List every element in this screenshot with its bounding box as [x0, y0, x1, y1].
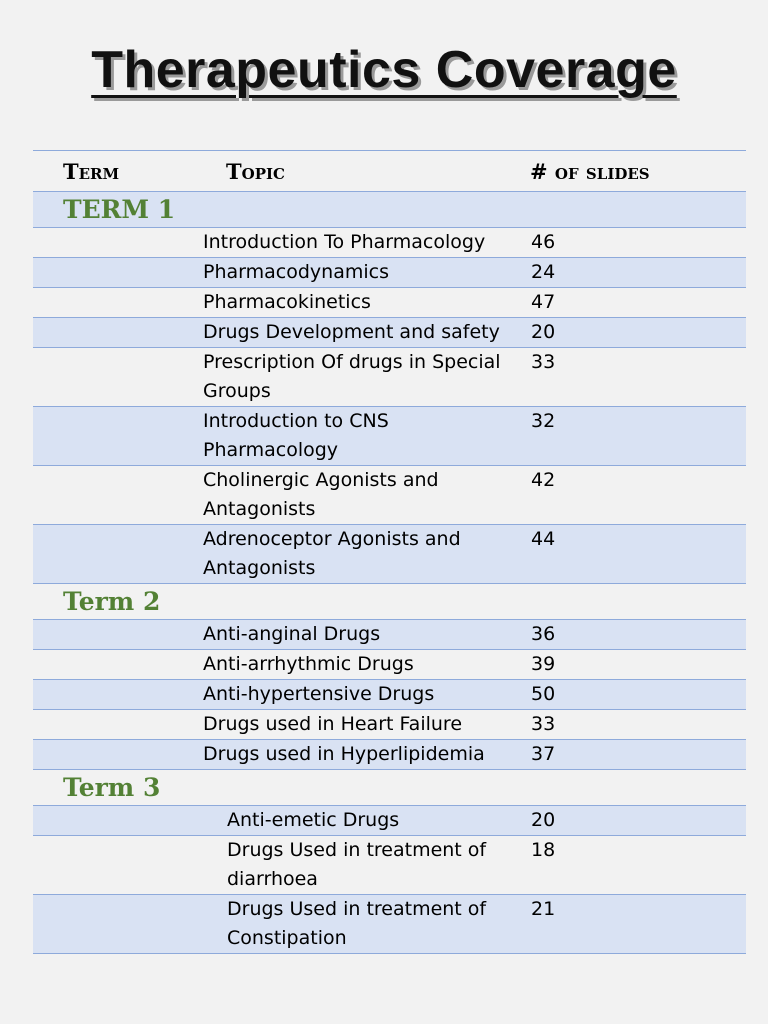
topic-cell: Cholinergic Agonists and Antagonists — [203, 469, 439, 520]
slides-cell: 39 — [531, 653, 556, 675]
slides-cell: 21 — [531, 898, 556, 920]
slides-cell: 36 — [531, 623, 556, 645]
term-heading: TERM 1 — [33, 192, 746, 228]
slides-cell: 37 — [531, 743, 556, 765]
term-heading: Term 3 — [33, 770, 746, 806]
topic-cell: Pharmacodynamics — [203, 261, 389, 283]
table-row — [33, 740, 746, 770]
slides-cell: 18 — [531, 839, 556, 861]
table-row — [33, 836, 746, 895]
slides-cell: 20 — [531, 321, 556, 343]
table-row — [33, 650, 746, 680]
slides-cell: 42 — [531, 469, 556, 491]
table-row — [33, 466, 746, 525]
topic-cell: Pharmacokinetics — [203, 291, 371, 313]
table-row — [33, 620, 746, 650]
topic-cell: Drugs Used in treatment of Constipation — [227, 898, 487, 949]
table-header — [33, 151, 746, 192]
table-row — [33, 288, 746, 318]
table-row — [33, 680, 746, 710]
topic-cell: Adrenoceptor Agonists and Antagonists — [203, 528, 461, 579]
page-title: Therapeutics Coverage — [91, 41, 677, 99]
table-row — [33, 710, 746, 740]
table-row — [33, 806, 746, 836]
table-row — [33, 318, 746, 348]
slides-cell: 20 — [531, 809, 556, 831]
slides-cell: 46 — [531, 231, 556, 253]
slides-cell: 33 — [531, 713, 556, 735]
topic-cell: Introduction To Pharmacology — [203, 231, 486, 253]
table-row — [33, 258, 746, 288]
slides-cell: 44 — [531, 528, 556, 550]
header-term: Term — [63, 158, 120, 184]
slides-cell: 47 — [531, 291, 556, 313]
topic-cell: Drugs used in Heart Failure — [203, 713, 463, 735]
topic-cell: Anti-arrhythmic Drugs — [203, 653, 414, 675]
topic-cell: Drugs Development and safety — [203, 321, 500, 343]
slides-cell: 24 — [531, 261, 556, 283]
topic-cell: Prescription Of drugs in Special Groups — [203, 351, 501, 402]
table-row — [33, 895, 746, 954]
topic-cell: Introduction to CNS Pharmacology — [203, 410, 389, 461]
slides-cell: 33 — [531, 351, 556, 373]
header-topic: Topic — [226, 158, 285, 184]
topic-cell: Drugs used in Hyperlipidemia — [203, 743, 485, 765]
term-heading: Term 2 — [33, 584, 746, 620]
slides-cell: 32 — [531, 410, 556, 432]
topic-cell: Anti-hypertensive Drugs — [203, 683, 435, 705]
coverage-table — [33, 150, 746, 954]
slides-cell: 50 — [531, 683, 556, 705]
topic-cell: Anti-emetic Drugs — [227, 809, 400, 831]
table-row — [33, 407, 746, 466]
topic-cell: Anti-anginal Drugs — [203, 623, 381, 645]
header-slides: # of slides — [530, 158, 650, 184]
table-row — [33, 348, 746, 407]
table-row — [33, 525, 746, 584]
topic-cell: Drugs Used in treatment of diarrhoea — [227, 839, 487, 890]
table-row — [33, 228, 746, 258]
